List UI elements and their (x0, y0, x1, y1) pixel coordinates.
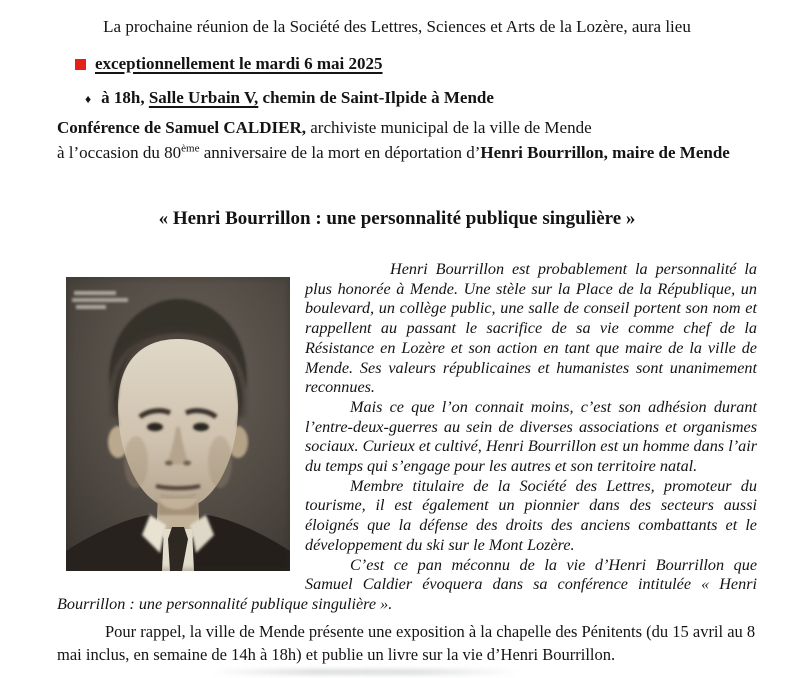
intro-line: La prochaine réunion de la Société des Lettres, Sciences et Arts de la Lozère, aura lieu (103, 17, 691, 36)
bio-paragraph-3: Membre titulaire de la Société des Lettres, promoteur du tourisme, il est également un pionnier dans des secteurs aussi éloignés que la défense des droits des anciens combattants et le développement du ski sur le Mont Lozère. (305, 476, 757, 554)
diamond-bullet-icon: ♦ (85, 92, 92, 106)
red-square-bullet-icon (75, 59, 86, 70)
bullet-item-place (85, 88, 494, 110)
speaker-role: archiviste municipal de la ville de Mende (306, 118, 592, 137)
bullet-place-text (101, 88, 494, 110)
occasion-start: à l’occasion du 80 (57, 142, 182, 162)
lecture-title: « Henri Bourrillon : une personnalité publique singulière » (158, 208, 636, 229)
honoree-name-bold: Henri Bourrillon, maire de Mende (480, 142, 730, 162)
portrait-photo (66, 277, 290, 571)
bio-paragraph-2: Mais ce que l’on connait moins, c’est son adhésion durant l’entre-deux-guerres au sein de diverses associations et organismes sociaux. Curieux et cultivé, Henri Bourrillon est un homme dans l’air du temps qui s’engage pour les autres et son territoire natal. (305, 397, 757, 476)
ordinal-superscript: ème (181, 141, 200, 154)
speaker-name-bold: Conférence de Samuel CALDIER, (57, 118, 307, 137)
conference-speaker-line (57, 116, 749, 141)
conference-occasion-line (57, 141, 749, 166)
portrait-photo-graphic (66, 277, 290, 571)
conference-block (57, 116, 749, 165)
place-suffix: chemin de Saint-Ilpide à Mende (258, 88, 494, 107)
occasion-middle: anniversaire de la mort en déportation d’ (199, 142, 481, 162)
reminder-paragraph: Pour rappel, la ville de Mende présente une exposition à la chapelle des Pénitents (du 15 avril au 8 mai inclus, en semaine de 14h à 18h) et publie un livre sur la vie d’Henri Bourrillon. (57, 622, 756, 664)
bullet-date-text: exceptionnellement le mardi 6 mai 2025 (95, 54, 383, 73)
biography-section (57, 260, 757, 615)
place-room-underlined: Salle Urbain V, (148, 88, 259, 107)
bio-paragraph-4: C’est ce pan méconnu de la vie d’Henri Bourrillon que Samuel Caldier évoquera dans sa conférence intitulée « Henri Bourrillon : une personnalité publique singulière ». (57, 555, 757, 613)
faint-bottom-artifact (210, 669, 520, 675)
bullet-item-date (75, 54, 383, 74)
place-prefix: à 18h, (101, 88, 149, 107)
bio-paragraph-1: Henri Bourrillon est probablement la personnalité la plus honorée à Mende. Une stèle sur la Place de la République, un boulevard, un collège public, une salle de conseil portent son nom et rappellent au passant le sacrifice de sa vie comme chef de la Résistance en Lozère et son action en tant que maire de la ville de Mende. Ses valeurs républicaines et humanistes sont unanimement reconnues. (305, 260, 757, 397)
